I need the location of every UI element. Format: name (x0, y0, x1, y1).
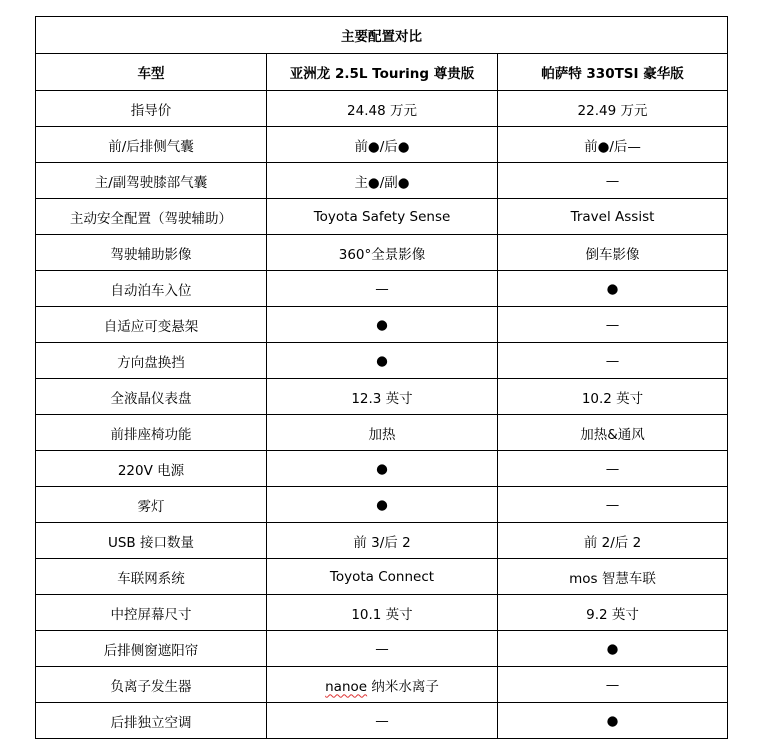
feature-cell: 220V 电源 (36, 451, 267, 487)
model-b-cell: ● (498, 271, 728, 307)
model-a-cell: 360°全景影像 (267, 235, 498, 271)
header-model-a: 亚洲龙 2.5L Touring 尊贵版 (267, 54, 498, 91)
table-row (36, 307, 728, 343)
model-a-cell: ● (267, 307, 498, 343)
model-b-cell: — (498, 307, 728, 343)
table-row (36, 379, 728, 415)
model-b-cell: 22.49 万元 (498, 91, 728, 127)
model-b-cell: — (498, 451, 728, 487)
model-b-cell: 9.2 英寸 (498, 595, 728, 631)
table-title-row (36, 17, 728, 54)
table-row (36, 595, 728, 631)
header-feature: 车型 (36, 54, 267, 91)
spellcheck-word: nanoe (325, 678, 368, 695)
model-b-cell: ● (498, 631, 728, 667)
feature-cell: 中控屏幕尺寸 (36, 595, 267, 631)
model-b-cell: — (498, 343, 728, 379)
table-row (36, 127, 728, 163)
table-row (36, 487, 728, 523)
feature-cell: 方向盘换挡 (36, 343, 267, 379)
model-a-cell: ● (267, 487, 498, 523)
table-row (36, 703, 728, 739)
feature-cell: USB 接口数量 (36, 523, 267, 559)
model-b-cell: — (498, 487, 728, 523)
model-a-cell: 12.3 英寸 (267, 379, 498, 415)
model-a-cell: Toyota Safety Sense (267, 199, 498, 235)
model-a-cell: 24.48 万元 (267, 91, 498, 127)
feature-cell: 前/后排侧气囊 (36, 127, 267, 163)
table-row (36, 559, 728, 595)
table-row (36, 415, 728, 451)
model-b-cell: 倒车影像 (498, 235, 728, 271)
feature-cell: 后排侧窗遮阳帘 (36, 631, 267, 667)
table-row (36, 631, 728, 667)
feature-cell: 主动安全配置（驾驶辅助） (36, 199, 267, 235)
model-b-cell: 10.2 英寸 (498, 379, 728, 415)
model-a-cell: ● (267, 451, 498, 487)
header-model-b: 帕萨特 330TSI 豪华版 (498, 54, 728, 91)
model-b-cell: 加热&通风 (498, 415, 728, 451)
model-b-cell: — (498, 667, 728, 703)
model-a-cell: 前●/后● (267, 127, 498, 163)
model-a-cell: — (267, 631, 498, 667)
table-row (36, 523, 728, 559)
table-row (36, 451, 728, 487)
feature-cell: 指导价 (36, 91, 267, 127)
model-b-cell: ● (498, 703, 728, 739)
model-a-cell: ● (267, 343, 498, 379)
feature-cell: 自适应可变悬架 (36, 307, 267, 343)
model-a-cell: — (267, 271, 498, 307)
feature-cell: 负离子发生器 (36, 667, 267, 703)
feature-cell: 自动泊车入位 (36, 271, 267, 307)
comparison-table (35, 16, 728, 739)
model-a-cell: 主●/副● (267, 163, 498, 199)
model-a-cell: 前 3/后 2 (267, 523, 498, 559)
table-header-row (36, 54, 728, 91)
model-a-cell: 10.1 英寸 (267, 595, 498, 631)
model-b-cell: Travel Assist (498, 199, 728, 235)
model-a-cell-text: 纳米水离子 (367, 678, 439, 695)
feature-cell: 车联网系统 (36, 559, 267, 595)
model-b-cell: — (498, 163, 728, 199)
table-row (36, 163, 728, 199)
table-row (36, 271, 728, 307)
table-row (36, 235, 728, 271)
table-row (36, 91, 728, 127)
feature-cell: 后排独立空调 (36, 703, 267, 739)
table-row (36, 199, 728, 235)
model-b-cell: mos 智慧车联 (498, 559, 728, 595)
feature-cell: 主/副驾驶膝部气囊 (36, 163, 267, 199)
table-row (36, 343, 728, 379)
feature-cell: 雾灯 (36, 487, 267, 523)
table-row (36, 667, 728, 703)
model-a-cell: Toyota Connect (267, 559, 498, 595)
feature-cell: 驾驶辅助影像 (36, 235, 267, 271)
feature-cell: 全液晶仪表盘 (36, 379, 267, 415)
model-b-cell: 前●/后— (498, 127, 728, 163)
model-b-cell: 前 2/后 2 (498, 523, 728, 559)
feature-cell: 前排座椅功能 (36, 415, 267, 451)
model-a-cell: 加热 (267, 415, 498, 451)
table-title: 主要配置对比 (36, 17, 728, 54)
model-a-cell: — (267, 703, 498, 739)
model-a-cell (267, 667, 498, 703)
